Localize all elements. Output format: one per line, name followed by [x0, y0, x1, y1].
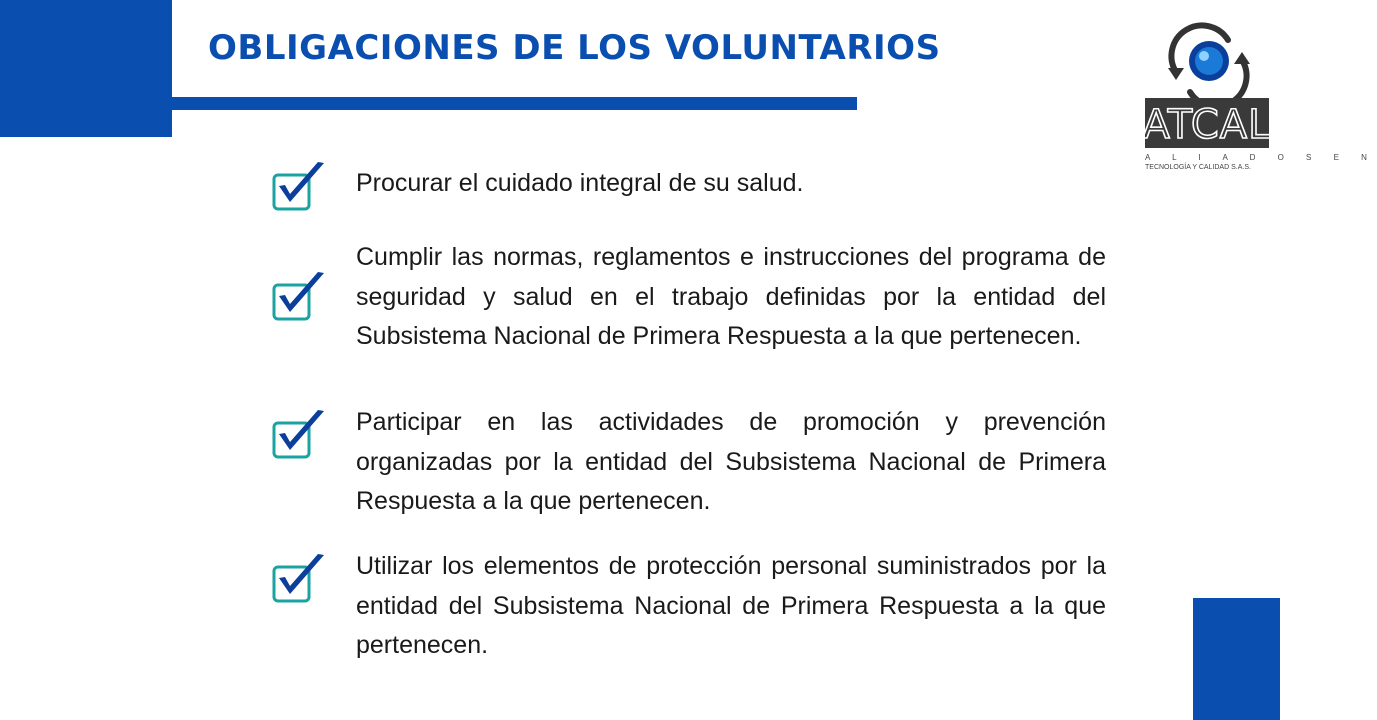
checkbox-check-icon: [270, 158, 330, 213]
title-underline: [172, 97, 857, 110]
logo-tagline: A L I A D O S E N: [1145, 153, 1377, 162]
page-title: OBLIGACIONES DE LOS VOLUNTARIOS: [208, 28, 941, 68]
checkbox-check-icon: [270, 550, 330, 605]
logo-subtitle: TECNOLOGÍA Y CALIDAD S.A.S.: [1145, 164, 1251, 171]
logo-wordmark: ATCAL: [1142, 102, 1272, 148]
checkbox-check-icon: [270, 268, 330, 323]
corner-block-top-left: [0, 0, 172, 137]
item-text: Participar en las actividades de promoción y prevención organizadas por la entidad del Subsistema Nacional de Primera Respuesta a la que pertenecen.: [356, 408, 1106, 515]
item-text: Utilizar los elementos de protección personal suministrados por la entidad del Subsistema Nacional de Primera Respuesta a la que pertenecen.: [356, 552, 1106, 659]
logo-graphic: [1140, 14, 1272, 152]
item-text: Cumplir las normas, reglamentos e instrucciones del programa de seguridad y salud en el trabajo definidas por la entidad del Subsistema Nacional de Primera Respuesta a la que pertenecen.: [356, 243, 1106, 350]
item-text: Procurar el cuidado integral de su salud.: [356, 169, 804, 197]
company-logo: [1140, 14, 1377, 179]
checkbox-check-icon: [270, 406, 330, 461]
corner-block-bottom-right: [1193, 598, 1280, 720]
